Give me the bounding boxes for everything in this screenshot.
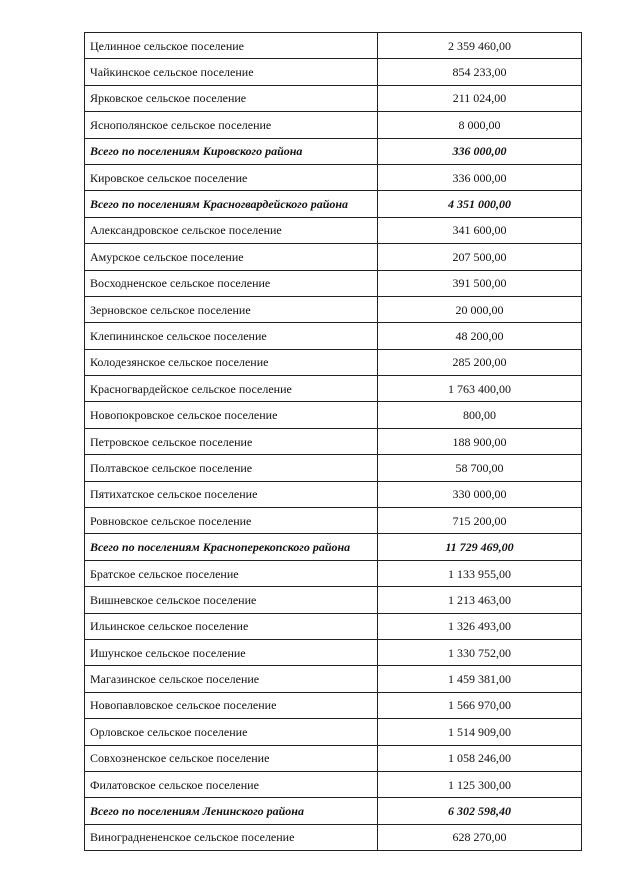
amount-value: 1 459 381,00: [378, 666, 582, 692]
settlement-name: Филатовское сельское поселение: [85, 771, 378, 797]
table-row: [85, 112, 582, 138]
table-row: [85, 33, 582, 59]
settlement-name: Целинное сельское поселение: [85, 33, 378, 59]
amount-value: 341 600,00: [378, 217, 582, 243]
amount-value: 1 566 970,00: [378, 692, 582, 718]
table-row: [85, 244, 582, 270]
amount-value: 211 024,00: [378, 85, 582, 111]
amount-value: 336 000,00: [378, 138, 582, 164]
amount-value: 1 125 300,00: [378, 771, 582, 797]
settlement-name: Пятихатское сельское поселение: [85, 481, 378, 507]
district-total-row: [85, 534, 582, 560]
settlement-name: Колодезянское сельское поселение: [85, 349, 378, 375]
district-total-row: [85, 798, 582, 824]
amount-value: 336 000,00: [378, 164, 582, 190]
amount-value: 391 500,00: [378, 270, 582, 296]
table-row: [85, 59, 582, 85]
settlement-name: Ровновское сельское поселение: [85, 508, 378, 534]
amount-value: 330 000,00: [378, 481, 582, 507]
table-row: [85, 508, 582, 534]
table-row: [85, 587, 582, 613]
amount-value: 854 233,00: [378, 59, 582, 85]
settlement-name: Клепининское сельское поселение: [85, 323, 378, 349]
amount-value: 11 729 469,00: [378, 534, 582, 560]
amount-value: 800,00: [378, 402, 582, 428]
table-row: [85, 771, 582, 797]
table-row: [85, 164, 582, 190]
table-row: [85, 428, 582, 454]
settlement-name: Ишунское сельское поселение: [85, 639, 378, 665]
settlement-name: Полтавское сельское поселение: [85, 455, 378, 481]
amount-value: 1 330 752,00: [378, 639, 582, 665]
amount-value: 20 000,00: [378, 296, 582, 322]
amount-value: 8 000,00: [378, 112, 582, 138]
settlement-name: Восходненское сельское поселение: [85, 270, 378, 296]
settlement-name: Новопокровское сельское поселение: [85, 402, 378, 428]
table-row: [85, 402, 582, 428]
settlement-name: Ильинское сельское поселение: [85, 613, 378, 639]
settlement-name: Красногвардейское сельское поселение: [85, 376, 378, 402]
amount-value: 1 058 246,00: [378, 745, 582, 771]
settlement-name: Винограднененское сельское поселение: [85, 824, 378, 850]
settlement-name: Всего по поселениям Кировского района: [85, 138, 378, 164]
table-row: [85, 666, 582, 692]
amount-value: 188 900,00: [378, 428, 582, 454]
table-body: [85, 33, 582, 851]
settlement-name: Чайкинское сельское поселение: [85, 59, 378, 85]
table-row: [85, 745, 582, 771]
settlement-name: Яснополянское сельское поселение: [85, 112, 378, 138]
settlement-name: Братское сельское поселение: [85, 560, 378, 586]
district-total-row: [85, 191, 582, 217]
settlement-name: Зерновское сельское поселение: [85, 296, 378, 322]
table-row: [85, 613, 582, 639]
table-row: [85, 270, 582, 296]
amount-value: 58 700,00: [378, 455, 582, 481]
table-row: [85, 85, 582, 111]
settlement-name: Амурское сельское поселение: [85, 244, 378, 270]
settlement-name: Новопавловское сельское поселение: [85, 692, 378, 718]
table-row: [85, 349, 582, 375]
table-row: [85, 639, 582, 665]
amount-value: 48 200,00: [378, 323, 582, 349]
amount-value: 1 213 463,00: [378, 587, 582, 613]
amount-value: 1 514 909,00: [378, 719, 582, 745]
amount-value: 285 200,00: [378, 349, 582, 375]
settlement-name: Всего по поселениям Ленинского района: [85, 798, 378, 824]
settlement-name: Ярковское сельское поселение: [85, 85, 378, 111]
district-total-row: [85, 138, 582, 164]
amount-value: 1 133 955,00: [378, 560, 582, 586]
table-row: [85, 217, 582, 243]
table-row: [85, 692, 582, 718]
amount-value: 207 500,00: [378, 244, 582, 270]
table-row: [85, 719, 582, 745]
settlement-name: Магазинское сельское поселение: [85, 666, 378, 692]
table-row: [85, 376, 582, 402]
settlements-table: [84, 32, 582, 851]
amount-value: 1 326 493,00: [378, 613, 582, 639]
settlement-name: Всего по поселениям Красногвардейского района: [85, 191, 378, 217]
table-row: [85, 323, 582, 349]
table-row: [85, 481, 582, 507]
settlement-name: Кировское сельское поселение: [85, 164, 378, 190]
table-row: [85, 824, 582, 850]
table-row: [85, 455, 582, 481]
settlement-name: Всего по поселениям Красноперекопского района: [85, 534, 378, 560]
settlement-name: Петровское сельское поселение: [85, 428, 378, 454]
settlement-name: Орловское сельское поселение: [85, 719, 378, 745]
settlement-name: Александровское сельское поселение: [85, 217, 378, 243]
amount-value: 2 359 460,00: [378, 33, 582, 59]
amount-value: 6 302 598,40: [378, 798, 582, 824]
table-row: [85, 296, 582, 322]
amount-value: 4 351 000,00: [378, 191, 582, 217]
amount-value: 715 200,00: [378, 508, 582, 534]
settlement-name: Совхозненское сельское поселение: [85, 745, 378, 771]
settlement-name: Вишневское сельское поселение: [85, 587, 378, 613]
amount-value: 1 763 400,00: [378, 376, 582, 402]
table-row: [85, 560, 582, 586]
amount-value: 628 270,00: [378, 824, 582, 850]
